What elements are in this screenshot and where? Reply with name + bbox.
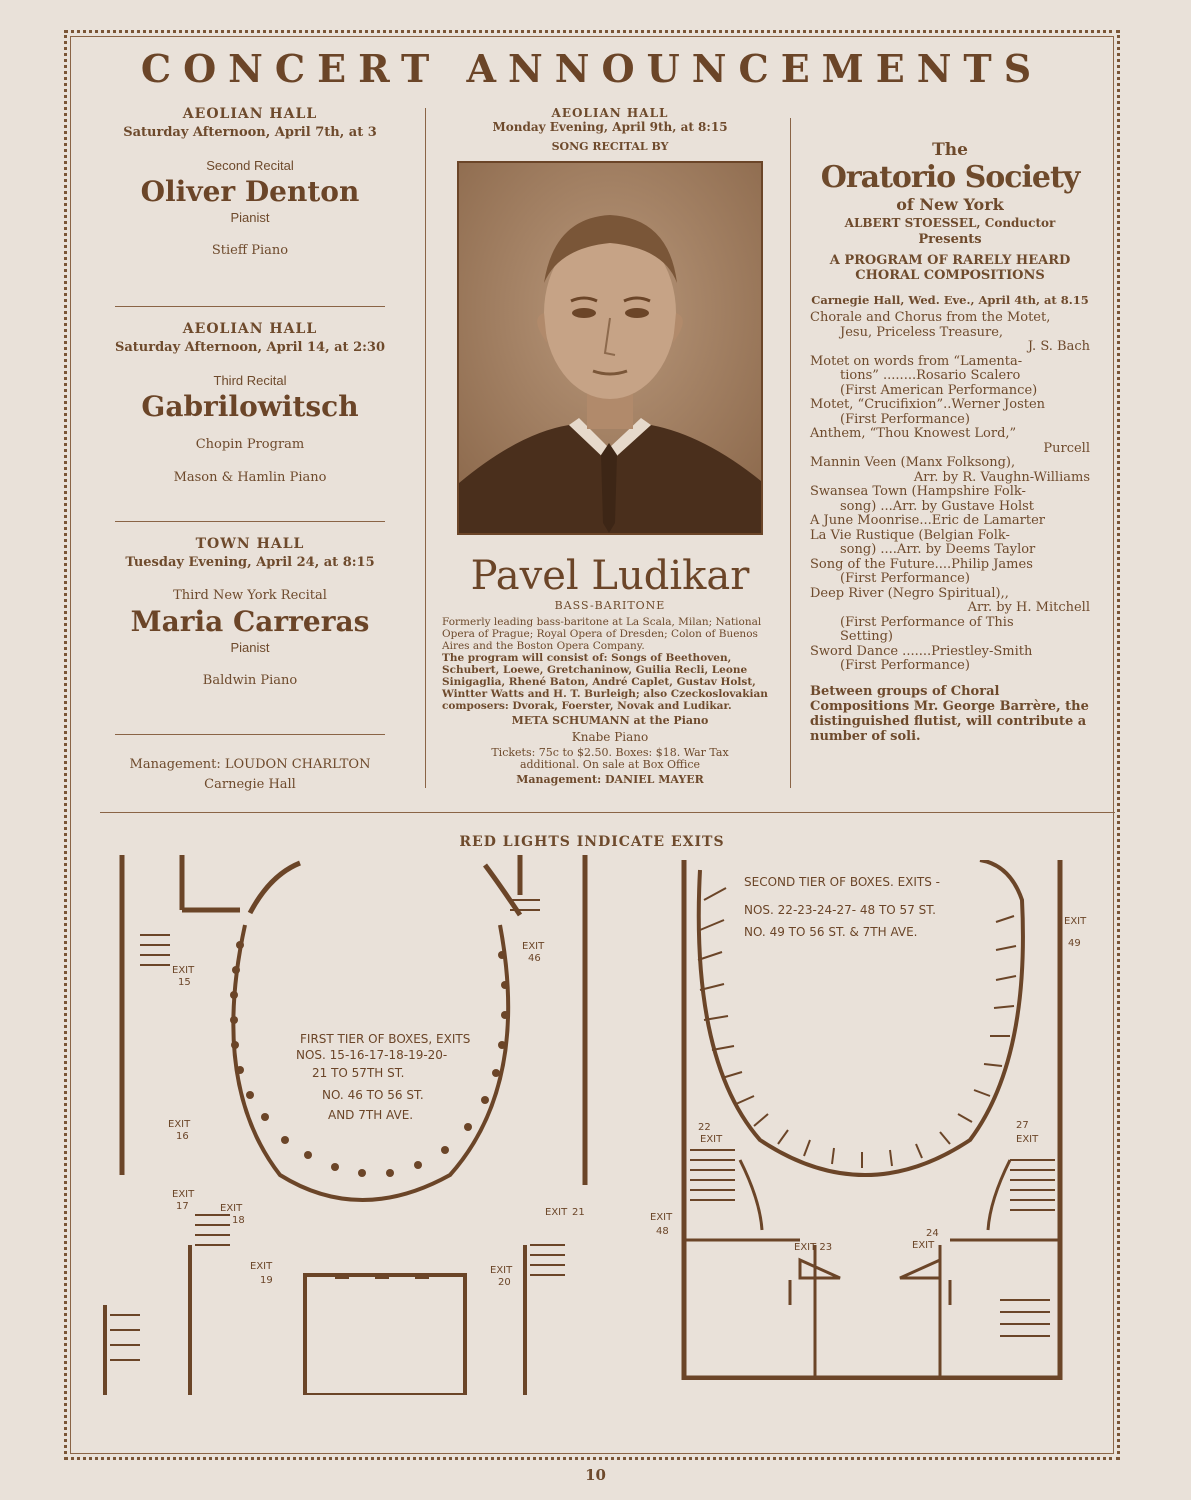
society-location: of New York [896,195,1004,214]
svg-text:21: 21 [572,1207,585,1218]
svg-text:EXIT: EXIT [545,1207,568,1218]
program-date: Carnegie Hall, Wed. Eve., April 4th, at 8.15 [811,293,1089,307]
society-conductor: ALBERT STOESSEL, Conductor [844,216,1056,230]
program-line: Jesu, Priceless Treasure, [840,324,1004,340]
program-line: Arr. by H. Mitchell [967,600,1090,615]
svg-text:27: 27 [1016,1120,1029,1131]
portrait-illustration [459,163,761,533]
svg-text:17: 17 [176,1201,189,1212]
recital-program: The program will consist of: Songs of Beethoven, Schubert, Loewe, Gretchaninow, Guilia Recli, Leone Sinigaglia, Rhené Baton, André Caplet, Gustav Holst, Wintter Watts and H. T. Burleigh; also Czeckoslovakian composers: Dvorak, Foerster, Novak and Ludikar. [442,652,768,712]
program-line: Swansea Town (Hampshire Folk- [810,484,1026,499]
svg-text:22: 22 [698,1122,711,1133]
recital-piano: Knabe Piano [571,730,649,744]
event-recital: Second Recital [206,158,294,173]
program-line: (First American Performance) [840,382,1038,398]
svg-text:NOS. 15-16-17-18-19-20-: NOS. 15-16-17-18-19-20- [296,1048,448,1062]
program-title-2: CHORAL COMPOSITIONS [855,268,1045,283]
svg-text:EXIT 23: EXIT 23 [794,1242,833,1253]
svg-text:46: 46 [528,953,541,964]
recital-tickets: Tickets: 75c to $2.50. Boxes: $18. War Tax additional. On sale at Box Office [491,746,729,771]
svg-text:EXIT: EXIT [1064,916,1087,927]
society-the: The [932,140,968,160]
column-divider-right [790,118,791,788]
event-artist: Oliver Denton [140,175,360,208]
society-name: Oratorio Society [820,160,1080,195]
recital-accompanist: META SCHUMANN at the Piano [511,714,709,727]
program-list [800,311,1100,674]
svg-text:15: 15 [178,977,191,988]
program-title-1: A PROGRAM OF RARELY HEARD [829,253,1071,268]
event-piano: Baldwin Piano [202,673,298,688]
svg-text:EXIT: EXIT [700,1134,723,1145]
program-line: Motet on words from “Lamenta- [810,353,1023,369]
program-line: Song of the Future....Philip James [810,556,1033,572]
svg-text:48: 48 [656,1226,669,1237]
program-line: song) ...Arr. by Gustave Holst [840,498,1035,514]
left-divider-1 [115,306,385,307]
program-line: Mannin Veen (Manx Folksong), [810,455,1016,470]
program-line: Deep River (Negro Spiritual),, [810,585,1009,601]
svg-text:EXIT: EXIT [650,1212,673,1223]
program-line: Setting) [840,629,893,644]
page-title: CONCERT ANNOUNCEMENTS [140,46,1044,91]
recital-bio: Formerly leading bass-baritone at La Scala, Milan; National Opera of Prague; Royal Opera of Dresden; Colon of Buenos Aires and the Boston Opera Company. [442,616,762,652]
page-number: 10 [585,1466,606,1484]
svg-text:24: 24 [926,1228,939,1239]
recital-date: Monday Evening, April 9th, at 8:15 [492,120,728,134]
svg-text:NOS. 22-23-24-27- 48 TO 57 ST.: NOS. 22-23-24-27- 48 TO 57 ST. [744,903,936,917]
event-recital: Third Recital [213,373,287,388]
event-piano: Stieff Piano [211,243,289,258]
svg-text:21 TO 57TH ST.: 21 TO 57TH ST. [312,1066,405,1080]
event-date: Saturday Afternoon, April 14, at 2:30 [114,340,386,355]
svg-text:EXIT: EXIT [220,1203,243,1214]
svg-text:EXIT: EXIT [912,1240,935,1251]
svg-text:EXIT: EXIT [490,1265,513,1276]
left-divider-3 [115,734,385,735]
closing-note: Between groups of Choral Compositions Mr. George Barrère, the distinguished flutist, will contribute a number of soli. [810,683,1089,744]
right-column [800,140,1100,744]
svg-text:NO. 49 TO 56 ST. & 7TH AVE.: NO. 49 TO 56 ST. & 7TH AVE. [744,925,918,939]
exit-15-label: EXIT [172,965,195,976]
event-block-gabrilowitsch [100,321,400,529]
svg-text:EXIT: EXIT [168,1119,191,1130]
first-tier-exit-diagram [100,855,600,1395]
svg-text:NO. 46 TO 56 ST.: NO. 46 TO 56 ST. [322,1088,424,1102]
left-divider-2 [115,521,385,522]
svg-text:AND 7TH AVE.: AND 7TH AVE. [328,1108,414,1122]
program-line: (First Performance of This [840,614,1014,630]
svg-text:19: 19 [260,1275,273,1286]
recital-artist: Pavel Ludikar [470,553,750,599]
svg-text:SECOND TIER OF BOXES. EXITS -: SECOND TIER OF BOXES. EXITS - [744,875,941,889]
svg-text:16: 16 [176,1131,189,1142]
svg-text:FIRST TIER OF BOXES, EXITS: FIRST TIER OF BOXES, EXITS [300,1032,471,1046]
section-divider [100,812,1115,813]
program-line: Sword Dance .......Priestley-Smith [810,643,1033,659]
event-venue: AEOLIAN HALL [182,321,318,337]
event-artist: Maria Carreras [130,605,370,638]
program-line: song) ....Arr. by Deems Taylor [840,542,1036,557]
event-venue: AEOLIAN HALL [182,106,318,122]
svg-text:EXIT: EXIT [1016,1134,1039,1145]
svg-text:49: 49 [1068,938,1081,949]
program-line: Chorale and Chorus from the Motet, [810,310,1051,325]
svg-text:EXIT: EXIT [172,1189,195,1200]
event-venue: TOWN HALL [195,536,305,552]
recital-intro: SONG RECITAL BY [551,140,669,153]
management-name: Management: LOUDON CHARLTON [129,757,371,772]
program-line: (First Performance) [840,571,970,586]
event-block-denton [100,106,400,314]
program-line: Purcell [1043,440,1090,456]
event-date: Saturday Afternoon, April 7th, at 3 [123,125,377,140]
middle-column [430,100,790,786]
management [100,755,400,795]
event-role: Pianist [230,640,270,655]
management-location: Carnegie Hall [204,777,296,792]
event-role: Pianist [230,210,270,225]
program-line: (First Performance) [840,411,970,427]
program-line: tions” ........Rosario Scalero [840,368,1021,383]
event-piano: Mason & Hamlin Piano [173,470,327,485]
recital-management: Management: DANIEL MAYER [516,773,704,786]
artist-portrait [457,161,763,535]
second-tier-exit-diagram [650,860,1090,1380]
program-line: (First Performance) [840,658,970,673]
recital-venue: AEOLIAN HALL [551,106,669,120]
exits-title: RED LIGHTS INDICATE EXITS [459,834,725,850]
society-presents: Presents [918,232,982,247]
event-block-carreras [100,536,400,744]
event-recital: Third New York Recital [173,588,327,603]
program-line: Anthem, “Thou Knowest Lord,” [810,426,1017,441]
svg-text:20: 20 [498,1277,511,1288]
left-column [100,100,400,795]
program-line: La Vie Rustique (Belgian Folk- [810,527,1010,543]
program-line: Arr. by R. Vaughn-Williams [913,469,1090,485]
svg-text:EXIT: EXIT [522,941,545,952]
svg-text:EXIT: EXIT [250,1261,273,1272]
column-divider-left [425,108,426,788]
program-line: J. S. Bach [1027,339,1090,354]
event-artist: Gabrilowitsch [141,390,359,423]
program-line: A June Moonrise...Eric de Lamarter [810,513,1046,528]
event-date: Tuesday Evening, April 24, at 8:15 [125,555,375,570]
recital-role: BASS-BARITONE [554,599,666,612]
event-program: Chopin Program [195,437,305,452]
program-line: Motet, “Crucifixion”..Werner Josten [810,397,1046,412]
svg-text:18: 18 [232,1215,245,1226]
